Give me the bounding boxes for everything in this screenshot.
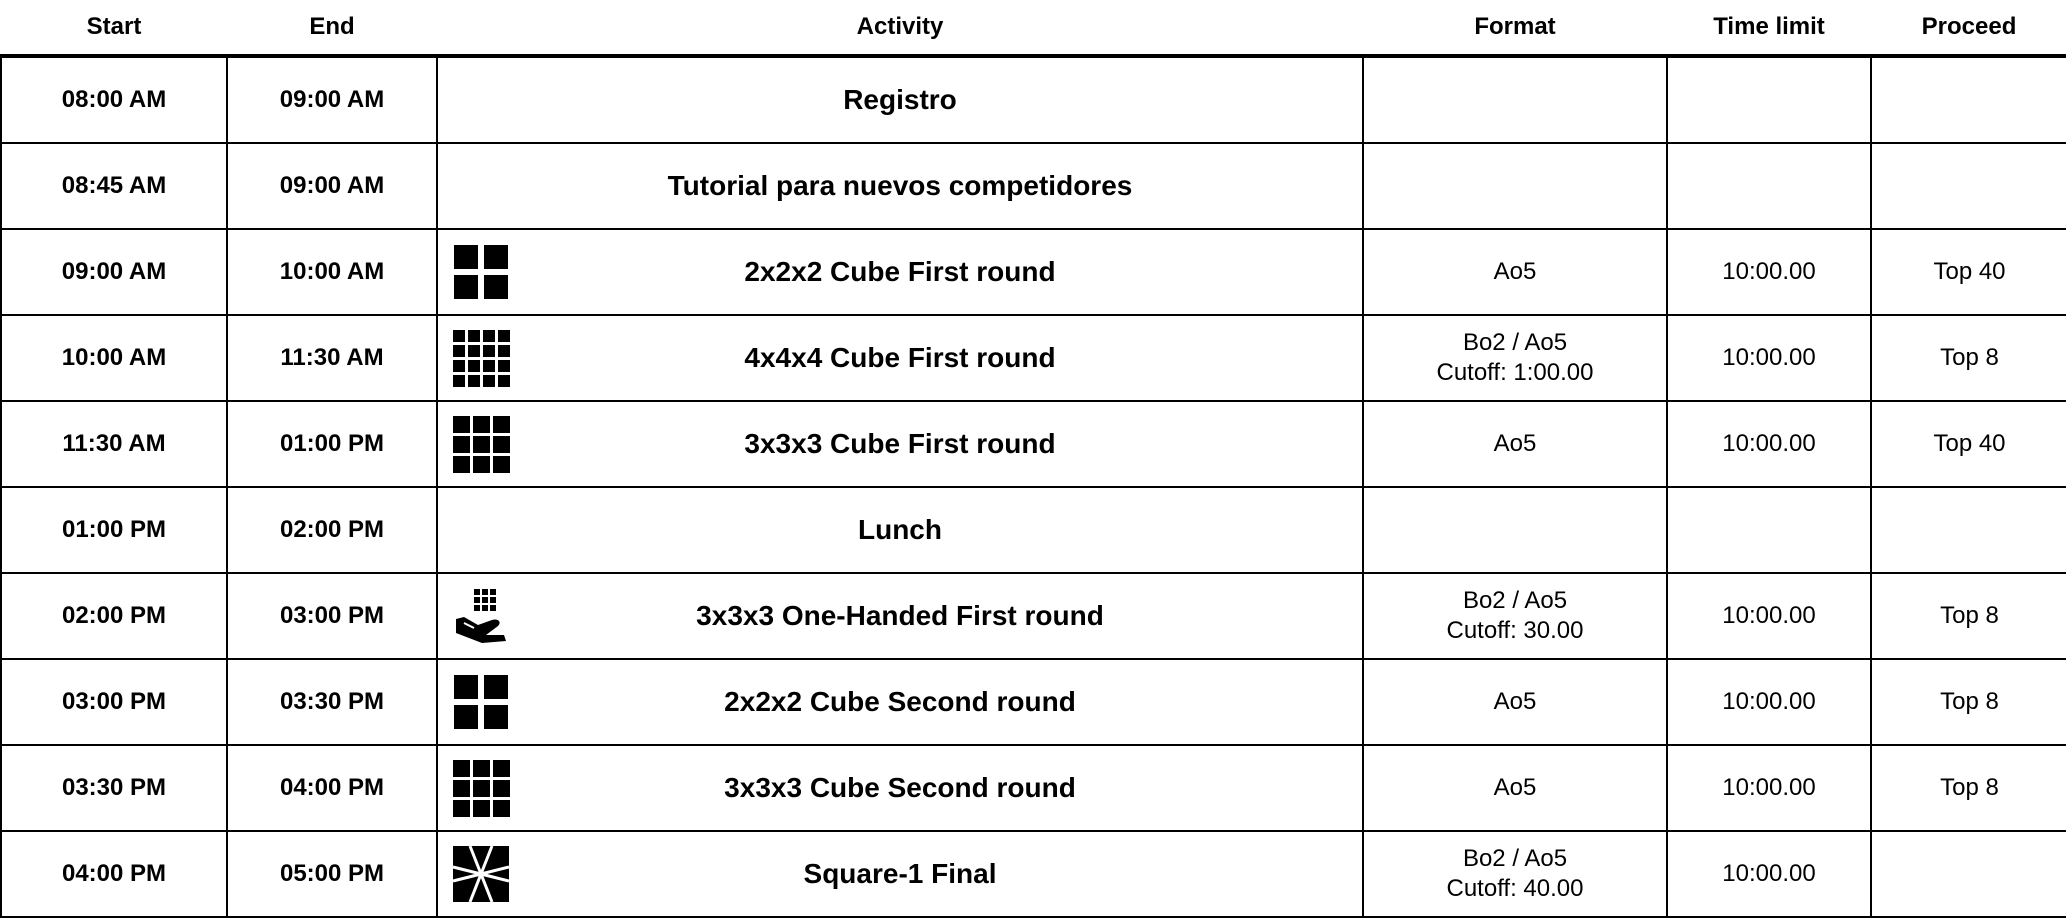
activity-cell xyxy=(437,315,1363,401)
table-row xyxy=(1,56,2066,143)
format-cell xyxy=(1363,315,1667,401)
end-time: 04:00 PM xyxy=(227,745,437,831)
time-limit-cell: 10:00.00 xyxy=(1667,401,1871,487)
time-limit-cell xyxy=(1667,143,1871,229)
header-start: Start xyxy=(1,0,227,56)
proceed-cell: Top 8 xyxy=(1871,745,2066,831)
3x3-cube-icon xyxy=(452,415,510,473)
time-limit-cell: 10:00.00 xyxy=(1667,659,1871,745)
format-cutoff: Cutoff: 1:00.00 xyxy=(1436,359,1594,386)
table-row xyxy=(1,745,2066,831)
table-row xyxy=(1,487,2066,573)
time-limit-cell: 10:00.00 xyxy=(1667,573,1871,659)
format-cell xyxy=(1363,401,1667,487)
proceed-cell xyxy=(1871,831,2066,917)
table-row xyxy=(1,315,2066,401)
start-time: 02:00 PM xyxy=(1,573,227,659)
start-time: 03:30 PM xyxy=(1,745,227,831)
start-time: 10:00 AM xyxy=(1,315,227,401)
format-cutoff: Cutoff: 30.00 xyxy=(1446,617,1584,644)
activity-name: 2x2x2 Cube Second round xyxy=(724,686,1076,717)
activity-cell xyxy=(437,229,1363,315)
time-limit-cell: 10:00.00 xyxy=(1667,745,1871,831)
format-cell xyxy=(1363,745,1667,831)
one-handed-icon xyxy=(452,587,510,645)
square-1-icon xyxy=(452,845,510,903)
activity-name: 3x3x3 Cube First round xyxy=(744,428,1056,459)
table-row xyxy=(1,401,2066,487)
table-row xyxy=(1,831,2066,917)
start-time: 08:00 AM xyxy=(1,56,227,143)
format-cell xyxy=(1363,487,1667,573)
start-time: 11:30 AM xyxy=(1,401,227,487)
end-time: 11:30 AM xyxy=(227,315,437,401)
end-time: 09:00 AM xyxy=(227,143,437,229)
start-time: 01:00 PM xyxy=(1,487,227,573)
format-cell xyxy=(1363,659,1667,745)
table-row xyxy=(1,659,2066,745)
header-row xyxy=(1,0,2066,56)
start-time: 09:00 AM xyxy=(1,229,227,315)
activity-cell xyxy=(437,831,1363,917)
activity-cell xyxy=(437,745,1363,831)
activity-cell xyxy=(437,659,1363,745)
table-row xyxy=(1,573,2066,659)
activity-name: 3x3x3 One-Handed First round xyxy=(696,600,1104,631)
format-cell xyxy=(1363,229,1667,315)
activity-cell xyxy=(437,401,1363,487)
header-proceed: Proceed xyxy=(1871,0,2066,56)
format-cell xyxy=(1363,56,1667,143)
activity-name: Square-1 Final xyxy=(803,858,997,889)
2x2-cube-icon xyxy=(452,673,510,731)
activity-name: 4x4x4 Cube First round xyxy=(744,342,1056,373)
4x4-cube-icon xyxy=(452,329,510,387)
end-time: 10:00 AM xyxy=(227,229,437,315)
format-value: Ao5 xyxy=(1493,258,1537,285)
time-limit-cell: 10:00.00 xyxy=(1667,229,1871,315)
activity-cell xyxy=(437,573,1363,659)
time-limit-cell xyxy=(1667,56,1871,143)
start-time: 04:00 PM xyxy=(1,831,227,917)
time-limit-cell xyxy=(1667,487,1871,573)
header-format: Format xyxy=(1363,0,1667,56)
activity-name: Tutorial para nuevos competidores xyxy=(667,170,1133,201)
proceed-cell: Top 8 xyxy=(1871,573,2066,659)
time-limit-cell: 10:00.00 xyxy=(1667,831,1871,917)
proceed-cell: Top 8 xyxy=(1871,659,2066,745)
format-cell xyxy=(1363,143,1667,229)
activity-name: 3x3x3 Cube Second round xyxy=(724,772,1076,803)
proceed-cell xyxy=(1871,143,2066,229)
format-cell xyxy=(1363,831,1667,917)
3x3-cube-icon xyxy=(452,759,510,817)
activity-name: Registro xyxy=(843,84,957,115)
end-time: 01:00 PM xyxy=(227,401,437,487)
format-value: Bo2 / Ao5 xyxy=(1462,587,1568,614)
activity-cell xyxy=(437,487,1363,573)
proceed-cell: Top 40 xyxy=(1871,229,2066,315)
proceed-cell: Top 8 xyxy=(1871,315,2066,401)
end-time: 03:30 PM xyxy=(227,659,437,745)
proceed-cell xyxy=(1871,56,2066,143)
header-activity: Activity xyxy=(437,0,1363,56)
activity-name: Lunch xyxy=(858,514,942,545)
end-time: 05:00 PM xyxy=(227,831,437,917)
activity-name: 2x2x2 Cube First round xyxy=(744,256,1056,287)
table-row xyxy=(1,143,2066,229)
start-time: 03:00 PM xyxy=(1,659,227,745)
format-value: Ao5 xyxy=(1493,688,1537,715)
table-header xyxy=(1,0,2066,56)
header-time-limit: Time limit xyxy=(1667,0,1871,56)
format-value: Bo2 / Ao5 xyxy=(1462,845,1568,872)
table-row xyxy=(1,229,2066,315)
end-time: 02:00 PM xyxy=(227,487,437,573)
format-value: Bo2 / Ao5 xyxy=(1462,329,1568,356)
format-value: Ao5 xyxy=(1493,774,1537,801)
activity-cell xyxy=(437,143,1363,229)
format-value: Ao5 xyxy=(1493,430,1537,457)
table-body xyxy=(1,56,2066,917)
proceed-cell: Top 40 xyxy=(1871,401,2066,487)
end-time: 03:00 PM xyxy=(227,573,437,659)
start-time: 08:45 AM xyxy=(1,143,227,229)
end-time: 09:00 AM xyxy=(227,56,437,143)
format-cell xyxy=(1363,573,1667,659)
2x2-cube-icon xyxy=(452,243,510,301)
format-cutoff: Cutoff: 40.00 xyxy=(1446,875,1584,902)
time-limit-cell: 10:00.00 xyxy=(1667,315,1871,401)
header-end: End xyxy=(227,0,437,56)
activity-cell xyxy=(437,56,1363,143)
proceed-cell xyxy=(1871,487,2066,573)
